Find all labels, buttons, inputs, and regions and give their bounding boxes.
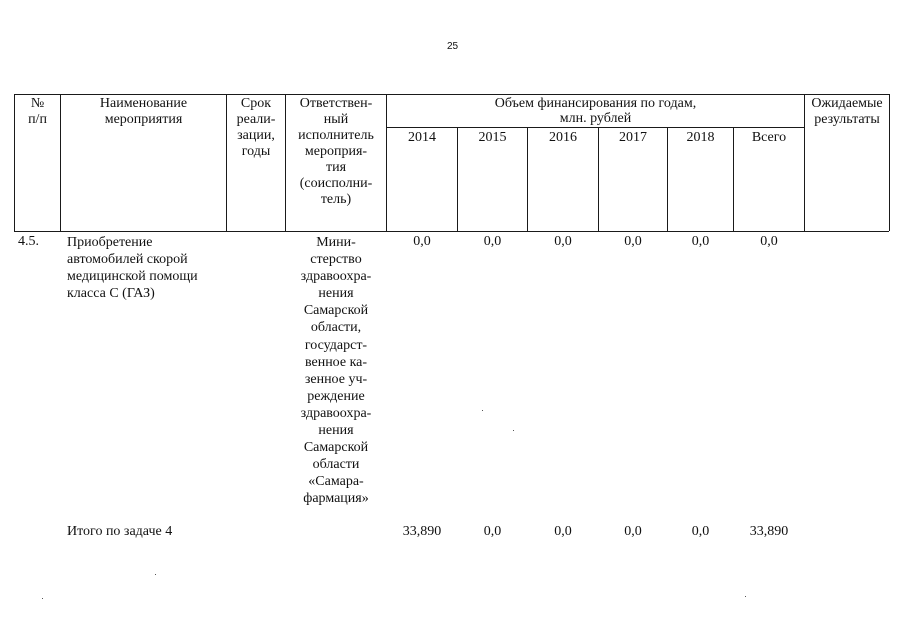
- row-value-2016: 0,0: [554, 234, 572, 249]
- scan-speck: [155, 574, 156, 575]
- header-year-total: Всего: [751, 130, 787, 145]
- total-value-2018: 0,0: [691, 524, 710, 539]
- total-label: Итого по задаче 4: [67, 524, 173, 539]
- row-value-2017: 0,0: [624, 234, 642, 249]
- header-year-2016: 2016: [549, 130, 577, 145]
- header-term: Срок реали- зации, годы: [236, 96, 276, 159]
- page-number: 25: [446, 41, 459, 52]
- total-value-2015: 0,0: [483, 524, 502, 539]
- row-executor: Мини- стерство здравоохра- нения Самарской области, государст- венное ка- зенное уч- реждение здравоохра- нения Самарской области «Самара- фармация»: [300, 235, 372, 507]
- header-year-2014: 2014: [408, 130, 436, 145]
- header-bottom-border: [14, 231, 889, 232]
- scan-speck: [482, 410, 483, 411]
- total-value-2014: 33,890: [402, 524, 442, 539]
- scan-speck: [513, 430, 514, 431]
- table-top-border: [14, 94, 889, 95]
- header-results: Ожидаемые результаты: [811, 96, 883, 127]
- header-year-2017: 2017: [619, 130, 647, 145]
- total-value-2017: 0,0: [624, 524, 642, 539]
- years-separator-line: [386, 127, 804, 128]
- row-name: Приобретение автомобилей скорой медицинской помощи класса С (ГАЗ): [67, 235, 198, 301]
- col-border-6: [889, 94, 890, 231]
- total-value-total: 33,890: [749, 524, 789, 539]
- scan-speck: [42, 598, 43, 599]
- header-funding: Объем финансирования по годам, млн. рублей: [494, 96, 697, 126]
- row-value-2018: 0,0: [691, 234, 710, 249]
- header-year-2018: 2018: [686, 130, 715, 145]
- header-num: № п/п: [28, 96, 47, 127]
- header-name: Наименование мероприятия: [99, 96, 188, 127]
- row-value-2014: 0,0: [413, 234, 431, 249]
- row-value-total: 0,0: [760, 234, 778, 249]
- row-value-2015: 0,0: [483, 234, 502, 249]
- scan-speck: [745, 596, 746, 597]
- total-value-2016: 0,0: [554, 524, 572, 539]
- header-executor: Ответствен- ный исполнитель мероприя- тия (соисполни- тель): [298, 96, 374, 207]
- header-year-2015: 2015: [478, 130, 507, 145]
- row-num: 4.5.: [18, 234, 39, 249]
